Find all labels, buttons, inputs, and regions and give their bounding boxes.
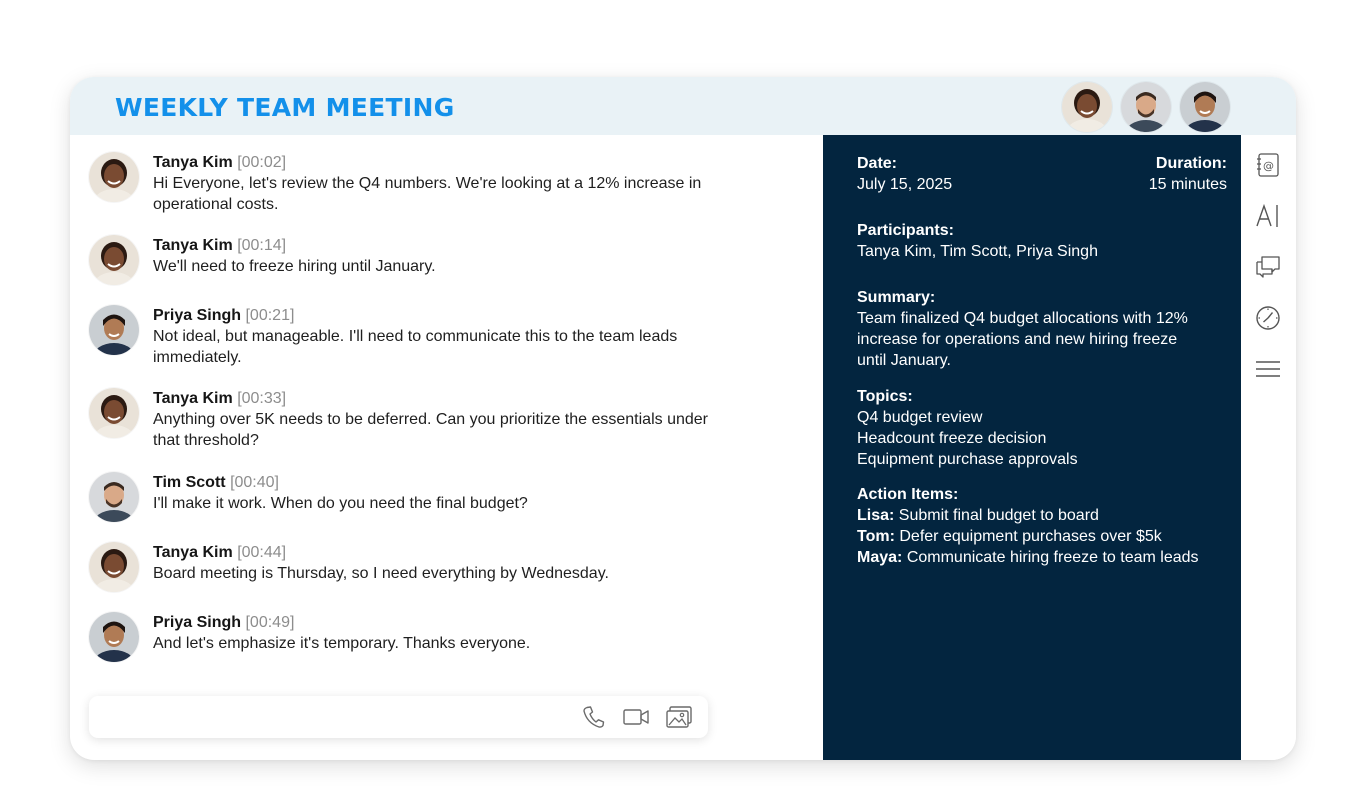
sender-name: Tanya Kim [153,154,233,171]
message-text: Board meeting is Thursday, so I need everything by Wednesday. [153,565,609,582]
timestamp: [00:02] [237,154,287,171]
action-item [857,547,1237,568]
action-item [857,526,1237,547]
timestamp: [00:49] [245,614,295,631]
message-text: And let's emphasize it's temporary. Thanks everyone. [153,635,531,652]
avatar-tanya-kim [89,542,139,592]
participants-section [857,220,1227,262]
sender-name: Priya Singh [153,614,242,631]
timestamp: [00:40] [230,474,279,491]
message-composer[interactable] [89,696,708,738]
topic-item: Equipment purchase approvals [857,451,1078,468]
ai-text-icon[interactable] [1255,203,1281,229]
duration-value: 15 minutes [1148,176,1227,193]
avatar-tim-scott[interactable] [1121,82,1171,132]
timestamp: [00:33] [237,390,287,407]
date-value: July 15, 2025 [857,176,953,193]
sender-name: Tim Scott [153,474,226,491]
contact-book-icon[interactable] [1255,152,1281,178]
sender-name: Tanya Kim [153,544,233,561]
date-label: Date: [857,155,898,172]
side-toolbar [1241,135,1296,760]
meeting-header [70,77,1296,135]
summary-label: Summary: [857,289,936,306]
duration-label: Duration: [1155,155,1227,172]
participant-avatars [1062,82,1230,132]
timestamp: [00:44] [237,544,287,561]
avatar-priya-singh [89,305,139,355]
participants-label: Participants: [857,222,954,239]
summary-text: Team finalized Q4 budget allocations with 12% increase for operations and new hiring freeze until January. [857,310,1188,369]
topics-section [857,386,1227,470]
avatar-priya-singh [89,612,139,662]
topics-label: Topics: [857,388,913,405]
avatar-tanya-kim [89,235,139,285]
sender-name: Tanya Kim [153,237,233,254]
avatar-tanya-kim [89,388,139,438]
duration-section [1149,153,1227,195]
message-text: Hi Everyone, let's review the Q4 numbers. We're looking at a 12% increase in operational costs. [153,175,702,213]
action-items-label: Action Items: [857,486,959,503]
sender-name: Priya Singh [153,307,242,324]
phone-icon[interactable] [580,705,608,729]
action-task: Submit final budget to board [898,507,1099,524]
video-icon[interactable] [622,705,650,729]
avatar-tanya-kim[interactable] [1062,82,1112,132]
action-items-section [857,484,1237,568]
avatar-priya-singh[interactable] [1180,82,1230,132]
meeting-summary-panel [823,135,1241,760]
menu-icon[interactable] [1255,356,1281,382]
meeting-card [70,77,1296,760]
avatar-tanya-kim [89,152,139,202]
chat-bubbles-icon[interactable] [1255,254,1281,280]
topic-item: Headcount freeze decision [857,430,1047,447]
action-task: Defer equipment purchases over $5k [899,528,1162,545]
action-owner: Tom: [857,528,895,545]
sender-name: Tanya Kim [153,390,233,407]
action-item [857,505,1237,526]
participants-value: Tanya Kim, Tim Scott, Priya Singh [857,243,1098,260]
svg-text:@: @ [1263,159,1274,173]
chat-transcript [70,135,822,760]
message-text: We'll need to freeze hiring until January. [153,258,436,275]
message-text: Not ideal, but manageable. I'll need to communicate this to the team leads immediately. [153,328,678,366]
message-text: I'll make it work. When do you need the final budget? [153,495,528,512]
action-owner: Maya: [857,549,903,566]
meeting-title: WEEKLY TEAM MEETING [115,93,455,122]
action-task: Communicate hiring freeze to team leads [906,549,1199,566]
summary-section [857,287,1207,371]
avatar-tim-scott [89,472,139,522]
clock-icon[interactable] [1255,305,1281,331]
timestamp: [00:21] [245,307,295,324]
image-icon[interactable] [665,705,693,729]
topic-item: Q4 budget review [857,409,983,426]
action-owner: Lisa: [857,507,895,524]
timestamp: [00:14] [237,237,287,254]
message-text: Anything over 5K needs to be deferred. Can you prioritize the essentials under that threshold? [153,411,708,449]
